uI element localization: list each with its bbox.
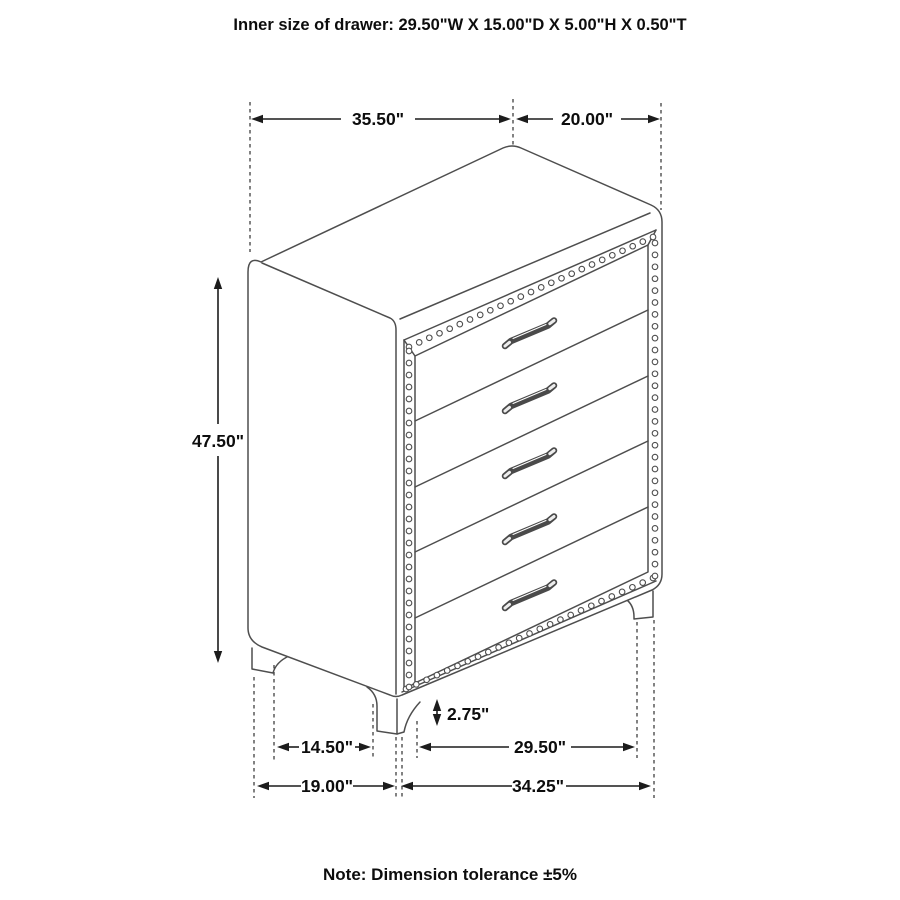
dim-overall-height <box>192 277 244 663</box>
dim-base-depth-label: 19.00" <box>300 776 354 796</box>
chest-drawing <box>248 146 662 734</box>
dim-leg-height <box>433 699 490 726</box>
dim-front-legs-inner <box>419 737 635 757</box>
diagram-title: Inner size of drawer: 29.50"W X 15.00"D X 5.00"H X 0.50"T <box>233 16 687 34</box>
diagram-note: Note: Dimension tolerance ±5% <box>323 865 577 884</box>
dim-overall-height-label: 47.50" <box>191 431 245 451</box>
dim-leg-height-label: 2.75" <box>447 704 490 724</box>
dim-side-legs-inner-label: 14.50" <box>300 737 354 757</box>
dim-front-legs-inner-label: 29.50" <box>513 737 567 757</box>
dim-top-depth-label: 20.00" <box>560 109 614 129</box>
dim-top-width <box>251 109 511 129</box>
dim-base-width <box>401 776 651 796</box>
dim-side-legs-inner <box>277 737 371 757</box>
dim-top-depth <box>516 109 660 129</box>
dim-top-width-label: 35.50" <box>351 109 405 129</box>
dim-base-width-label: 34.25" <box>511 776 565 796</box>
dim-base-depth <box>257 776 395 796</box>
